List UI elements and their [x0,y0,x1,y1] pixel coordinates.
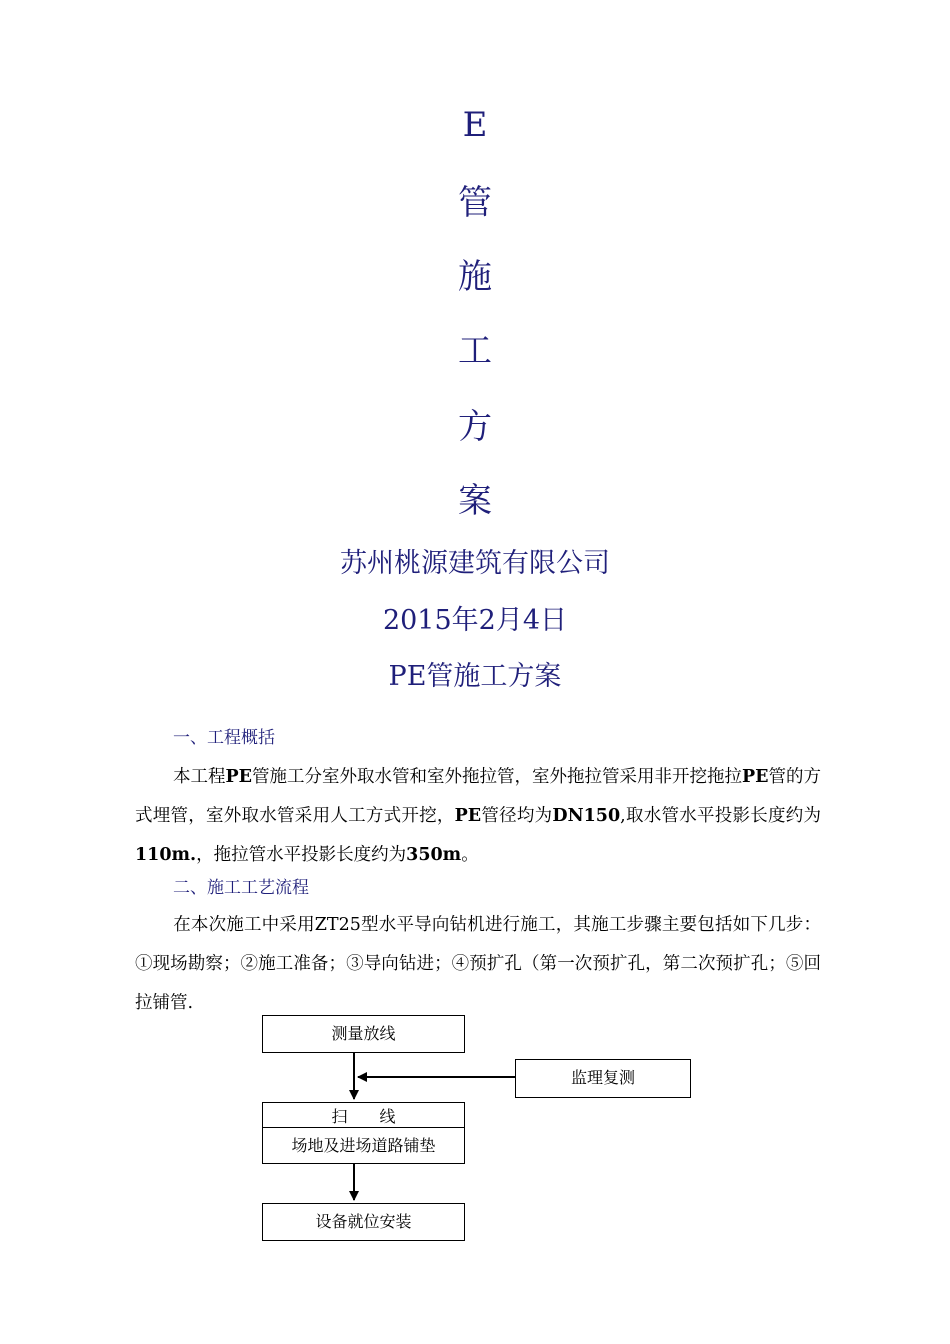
p1-text: 管施工分室外取水管和室外拖拉管，室外拖拉管采用非开挖拖拉 [252,767,742,787]
p1-pull-length: 350m [406,845,462,865]
p1-text: ,取水管水平投影长度约为 [620,806,822,826]
p1-text: ，拖拉管水平投影长度约为 [196,845,407,865]
cover-char-1: E [462,105,488,145]
flow-box-equipment-install: 设备就位安装 [262,1203,465,1241]
cover-char-6: 案 [458,481,492,521]
flow-box-site-preparation [262,1102,465,1164]
p1-intake-length: 110m. [135,845,197,865]
p1-diameter: DN150 [552,806,621,826]
flow-box-supervision-review: 监理复测 [515,1059,691,1098]
p1-text: 。 [461,845,479,865]
cover-char-3: 施 [458,257,492,297]
section-1-heading: 一、工程概括 [173,728,275,748]
flow-box-road-paving: 场地及进场道路铺垫 [291,1136,436,1155]
p1-text: 管的方式埋管，室外取水管采用人工方式开挖， [135,767,821,826]
document-title: PE管施工方案 [388,661,562,692]
p1-pe: PE [225,767,252,787]
p1-text: 管径均为 [481,806,553,826]
cover-char-2: 管 [458,183,492,223]
cover-char-4: 工 [458,331,492,371]
cover-char-5: 方 [458,407,492,447]
p1-text: 本工程 [173,767,226,787]
section-2-text: 在本次施工中采用ZT25型水平导向钻机进行施工，其施工步骤主要包括如下几步：①现场勘察；②施工准备；③导向钻进；④预扩孔（第一次预扩孔，第二次预扩孔；⑤回拉铺管. [135,915,821,1013]
p1-pe: PE [454,806,482,826]
flow-box-clearing-line: 扫 线 [263,1103,464,1128]
document-date: 2015年2月4日 [382,605,568,636]
p1-pe: PE [742,767,769,787]
company-name: 苏州桃源建筑有限公司 [340,548,610,579]
section-2-heading: 二、施工工艺流程 [173,878,309,898]
flow-box-survey: 测量放线 [262,1015,465,1053]
